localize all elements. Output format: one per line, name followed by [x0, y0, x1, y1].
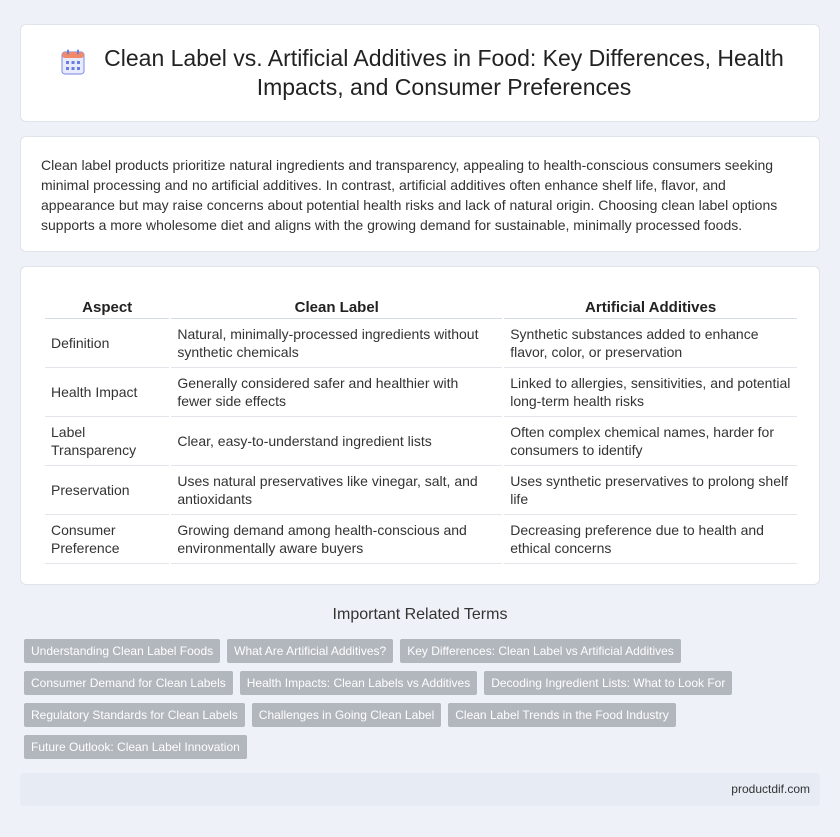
related-term-tag[interactable]: Consumer Demand for Clean Labels [24, 671, 233, 695]
table-row [45, 319, 797, 368]
cell-clean-label: Generally considered safer and healthier with fewer side effects [171, 368, 502, 417]
related-term-tag[interactable]: What Are Artificial Additives? [227, 639, 393, 663]
related-term-tag[interactable]: Regulatory Standards for Clean Labels [24, 703, 245, 727]
cell-clean-label: Uses natural preservatives like vinegar, salt, and antioxidants [171, 466, 502, 515]
related-term-tag[interactable]: Future Outlook: Clean Label Innovation [24, 735, 247, 759]
comparison-table-card [20, 266, 820, 585]
column-header-artificial-additives: Artificial Additives [504, 297, 797, 319]
table-row [45, 368, 797, 417]
cell-aspect: Preservation [45, 466, 169, 515]
cell-artificial-additives: Often complex chemical names, harder for consumers to identify [504, 417, 797, 466]
related-terms-list [24, 639, 764, 767]
page-title: Clean Label vs. Artificial Additives in Food: Key Differences, Health Impacts, and Consumer Preferences [104, 45, 784, 100]
column-header-aspect: Aspect [45, 297, 169, 319]
header-card [20, 24, 820, 122]
related-term-tag[interactable]: Decoding Ingredient Lists: What to Look For [484, 671, 732, 695]
related-term-tag[interactable]: Health Impacts: Clean Labels vs Additives [240, 671, 477, 695]
intro-paragraph: Clean label products prioritize natural ingredients and transparency, appealing to health-conscious consumers seeking minimal processing and no artificial additives. In contrast, artificial additives often enhance shelf life, flavor, and appearance but may raise concerns about potential health risks and lack of natural origin. Choosing clean label options supports a more wholesome diet and aligns with the growing demand for sustainable, minimally processed foods. [41, 157, 778, 233]
footer-domain[interactable]: productdif.com [731, 782, 810, 796]
cell-aspect: Label Transparency [45, 417, 169, 466]
table-row [45, 417, 797, 466]
cell-clean-label: Growing demand among health-conscious and environmentally aware buyers [171, 515, 502, 564]
table-row [45, 466, 797, 515]
related-term-tag[interactable]: Key Differences: Clean Label vs Artificial Additives [400, 639, 681, 663]
table-row [45, 515, 797, 564]
related-term-tag[interactable]: Challenges in Going Clean Label [252, 703, 441, 727]
calendar-grid-icon [56, 45, 90, 79]
related-term-tag[interactable]: Understanding Clean Label Foods [24, 639, 220, 663]
table-header-row [45, 297, 797, 319]
cell-artificial-additives: Linked to allergies, sensitivities, and potential long-term health risks [504, 368, 797, 417]
cell-clean-label: Clear, easy-to-understand ingredient lists [171, 417, 502, 466]
cell-artificial-additives: Decreasing preference due to health and ethical concerns [504, 515, 797, 564]
footer-bar [20, 773, 820, 806]
cell-artificial-additives: Synthetic substances added to enhance flavor, color, or preservation [504, 319, 797, 368]
intro-card [20, 136, 820, 252]
related-terms-title: Important Related Terms [332, 606, 508, 623]
cell-artificial-additives: Uses synthetic preservatives to prolong shelf life [504, 466, 797, 515]
cell-aspect: Consumer Preference [45, 515, 169, 564]
related-term-tag[interactable]: Clean Label Trends in the Food Industry [448, 703, 675, 727]
cell-aspect: Health Impact [45, 368, 169, 417]
cell-clean-label: Natural, minimally-processed ingredients without synthetic chemicals [171, 319, 502, 368]
comparison-table [43, 297, 799, 564]
column-header-clean-label: Clean Label [171, 297, 502, 319]
cell-aspect: Definition [45, 319, 169, 368]
